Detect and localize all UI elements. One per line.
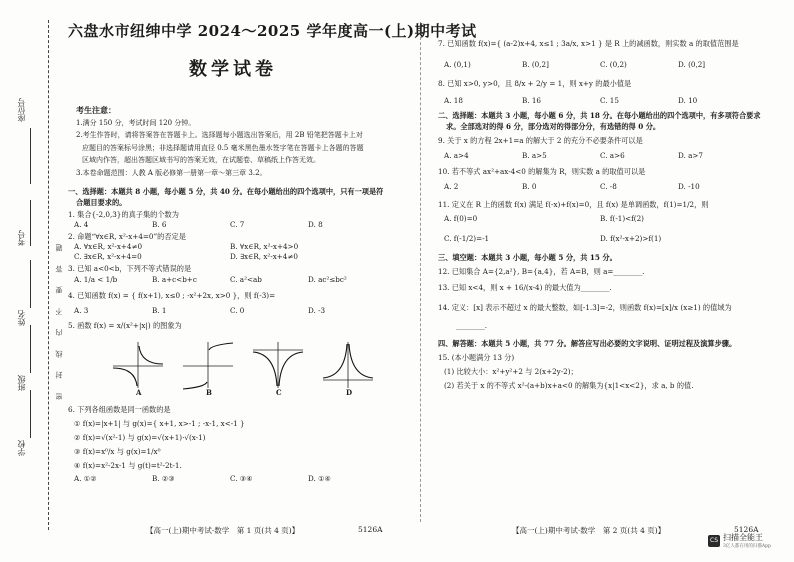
option-c: C. ∃x∈R, x²-x+4=0 — [74, 252, 142, 261]
class-blank — [30, 325, 31, 373]
question-14-blank: ________. — [456, 321, 488, 330]
option-c: C. a>6 — [600, 151, 625, 160]
scanner-subtitle: 3亿人都在用的扫描App — [723, 544, 771, 549]
question-2-options-row1 — [74, 242, 386, 251]
seat-label: 座位号 — [17, 98, 26, 122]
section-3-heading: 三、填空题：本题共 3 小题，每小题 5 分，共 15 分。 — [438, 253, 617, 262]
option-d: D. f(x²-x+2)>f(1) — [600, 234, 662, 243]
option-a: A. 4 — [74, 220, 89, 229]
option-c: C. 7 — [230, 220, 245, 229]
option-d: D. ∃x∈R, x²-x+4≠0 — [230, 252, 298, 261]
option-c: C. a²<ab — [230, 275, 262, 284]
question-14: 14. 定义：[x] 表示不超过 x 的最大整数，如[-1.3]=-2，则函数 f(x)=[x]/x (x≥1) 的值域为 — [438, 303, 732, 312]
option-c: C. ③④ — [230, 474, 253, 483]
question-15-part-1: (1) 比较大小：x²+y²+2 与 2(x+2y-2)； — [444, 367, 578, 376]
scanner-name: 扫描全能王 — [723, 533, 763, 542]
option-c: C. 15 — [600, 96, 619, 105]
option-d: D. -10 — [678, 182, 700, 191]
option-a: A. ∀x∈R, x²-x+4≠0 — [74, 242, 143, 251]
instruction-item: 1.满分 150 分，考试时间 120 分钟。 — [76, 118, 196, 127]
question-6-options — [74, 474, 386, 483]
option-d: D. ①④ — [308, 474, 331, 483]
option-d: D. -3 — [308, 306, 326, 315]
option-b: B. ②③ — [152, 474, 175, 483]
question-10-options — [444, 182, 756, 191]
graph-d — [323, 342, 373, 388]
class-label: 班级 — [17, 375, 26, 391]
option-d: D. 10 — [678, 96, 698, 105]
option-c: C. -8 — [600, 182, 617, 191]
question-6-item: ③ f(x)=x⁰/x 与 g(x)=1/x⁰ — [74, 447, 161, 456]
question-9: 9. 关于 x 的方程 2x+1=a 的解大于 2 的充分不必要条件可以是 — [438, 136, 643, 145]
page-2-code: 5126A — [734, 525, 759, 534]
question-15-part-2: (2) 若关于 x 的不等式 x²-(a+b)x+a<0 的解集为{x|1<x<2}，求 a, b 的值. — [444, 381, 694, 390]
question-5: 5. 函数 f(x) = x/(x²+|x|) 的图象为 — [68, 321, 182, 330]
section-2-heading: 二、选择题：本题共 3 小题，每小题 6 分，共 18 分。在每小题给出的四个选项中，有多项符合要求 — [438, 111, 761, 120]
scanner-logo-icon: CS — [708, 535, 720, 547]
question-12: 12. 已知集合 A={2,a²}, B={a,4}，若 A=B，则 a=________. — [438, 267, 645, 276]
option-d: D. ac²≤bc² — [308, 275, 347, 284]
column-divider — [420, 22, 421, 522]
binding-strip — [10, 20, 62, 530]
option-b: B. 16 — [522, 96, 541, 105]
question-6-item: ② f(x)=√(x²-1) 与 g(x)=√(x+1)·√(x-1) — [74, 433, 206, 442]
exam-number-blank — [30, 200, 31, 246]
option-a: A. 2 — [444, 182, 459, 191]
graph-a — [113, 342, 163, 388]
option-a: A. 18 — [444, 96, 463, 105]
option-c: C. 0 — [230, 306, 245, 315]
option-d: D. (0,2] — [678, 60, 706, 69]
option-a: A. 1/a < 1/b — [74, 275, 118, 284]
page-1-code: 5126A — [358, 525, 383, 534]
option-b: B. f(-1)<f(2) — [600, 214, 644, 223]
graph-a-label: A — [136, 388, 142, 397]
page-1-footer: 【高一(上)期中考试·数学 第 1 页(共 4 页)】 — [146, 526, 300, 535]
question-7: 7. 已知函数 f(x)={ (a-2)x+4, x≤1 ; 3a/x, x>1 } 是 R 上的减函数，则实数 a 的取值范围是 — [438, 39, 739, 48]
graph-b — [183, 342, 233, 389]
option-a: A. a>4 — [444, 151, 469, 160]
option-c: C. f(-1/2)=-1 — [444, 234, 490, 243]
question-10: 10. 若不等式 ax²+ax-4<0 的解集为 R，则实数 a 的取值可以是 — [438, 167, 646, 176]
name-label: 姓名 — [17, 310, 26, 326]
question-8: 8. 已知 x>0, y>0，且 8/x + 2/y = 1，则 x+y 的最小值是 — [438, 79, 632, 88]
instruction-item: 应题目的答案标号涂黑；非选择题请用直径 0.5 毫米黑色墨水签字笔在答题卡上各题的答题 — [82, 143, 364, 152]
question-9-options — [444, 151, 756, 160]
section-1-heading: 一、选择题：本题共 8 小题，每小题 5 分，共 40 分。在每小题给出的四个选项中，只有一项是符 — [68, 187, 384, 196]
seal-line — [48, 20, 49, 530]
option-a: A. f(0)=0 — [444, 214, 478, 223]
subject-title: 数学试卷 — [189, 59, 277, 80]
graph-c — [253, 342, 303, 388]
scanner-watermark — [708, 532, 771, 549]
seal-warning: 密 封 线 内 不 要 答 题 — [55, 238, 63, 400]
name-blank — [30, 260, 31, 308]
instruction-item: 3.本卷命题范围：人教 A 版必修第一册第一章～第三章 3.2。 — [76, 168, 267, 177]
question-2-options-row2 — [74, 252, 386, 261]
question-8-options — [444, 96, 756, 105]
question-3-options — [74, 275, 386, 284]
option-b: B. ∀x∈R, x²-x+4>0 — [230, 242, 299, 251]
option-b: B. a+c<b+c — [152, 275, 197, 284]
question-6-item: ① f(x)=|x+1| 与 g(x)={ x+1, x>-1 ; -x-1, x<-1 } — [74, 419, 245, 428]
option-d: D. 8 — [308, 220, 323, 229]
option-b: B. a>5 — [522, 151, 547, 160]
question-1: 1. 集合{-2,0,3}的真子集的个数为 — [68, 210, 179, 219]
instruction-item: 2.考生作答时，请将答案答在答题卡上。选择题每小题选出答案后，用 2B 铅笔把答题卡上对 — [76, 131, 363, 139]
question-13: 13. 已知 x<4，则 x + 16/(x-4) 的最大值为________. — [438, 283, 612, 292]
question-3: 3. 已知 a<0<b，下列不等式错误的是 — [68, 264, 192, 273]
school-blank — [30, 390, 31, 438]
option-b: B. (0,2] — [522, 60, 549, 69]
option-a: A. ①② — [74, 474, 97, 483]
section-4-heading: 四、解答题：本题共 5 小题，共 77 分。解答应写出必要的文字说明、证明过程及演算步骤。 — [438, 339, 737, 348]
graph-b-label: B — [206, 388, 212, 397]
option-a: A. 3 — [74, 306, 89, 315]
question-11-options-row1 — [444, 214, 756, 223]
school-label: 学校 — [17, 440, 26, 456]
question-5-graphs — [108, 340, 388, 390]
option-d: D. a>7 — [678, 151, 703, 160]
question-1-options — [74, 220, 386, 229]
question-15: 15. (本小题满分 13 分) — [438, 353, 515, 362]
page-2-footer: 【高一(上)期中考试·数学 第 2 页(共 4 页)】 — [512, 526, 666, 535]
instructions-heading: 考生注意： — [76, 105, 116, 115]
seat-blank — [30, 128, 31, 184]
question-4-options — [74, 306, 386, 315]
option-b: B. 6 — [152, 220, 167, 229]
option-b: B. 0 — [522, 182, 537, 191]
option-a: A. (0,1) — [444, 60, 471, 69]
graph-c-label: C — [276, 388, 282, 397]
question-6-item: ④ f(x)=x²-2x-1 与 g(t)=t²-2t-1. — [74, 461, 182, 470]
question-4: 4. 已知函数 f(x) = { f(x+1), x≤0 ; -x²+2x, x>0 }，则 f(-3)= — [68, 291, 276, 300]
section-1-heading-cont: 合题目要求的。 — [76, 198, 127, 207]
instructions — [76, 104, 396, 179]
exam-title: 六盘水市纽绅中学 2024～2025 学年度高一(上)期中考试 — [68, 22, 477, 40]
question-7-options — [444, 60, 756, 69]
exam-number-label: 考号 — [17, 230, 26, 246]
graph-d-label: D — [346, 388, 353, 397]
instruction-item: 区域内作答，超出答题区域书写的答案无效，在试题卷、草稿纸上作答无效。 — [82, 156, 320, 164]
question-6: 6. 下列各组函数是同一函数的是 — [68, 405, 171, 414]
question-2: 2. 命题“∀x∈R, x²-x+4=0”的否定是 — [68, 232, 186, 241]
question-11: 11. 定义在 R 上的函数 f(x) 满足 f(-x)+f(x)=0，且 f(x) 是单调函数，f(1)=1/2，则 — [438, 200, 709, 209]
option-b: B. 1 — [152, 306, 167, 315]
section-2-heading-cont: 求。全部选对的得 6 分，部分选对的得部分分，有选错的得 0 分。 — [446, 122, 661, 131]
question-11-options-row2 — [444, 234, 756, 243]
option-c: C. (0,2) — [600, 60, 627, 69]
